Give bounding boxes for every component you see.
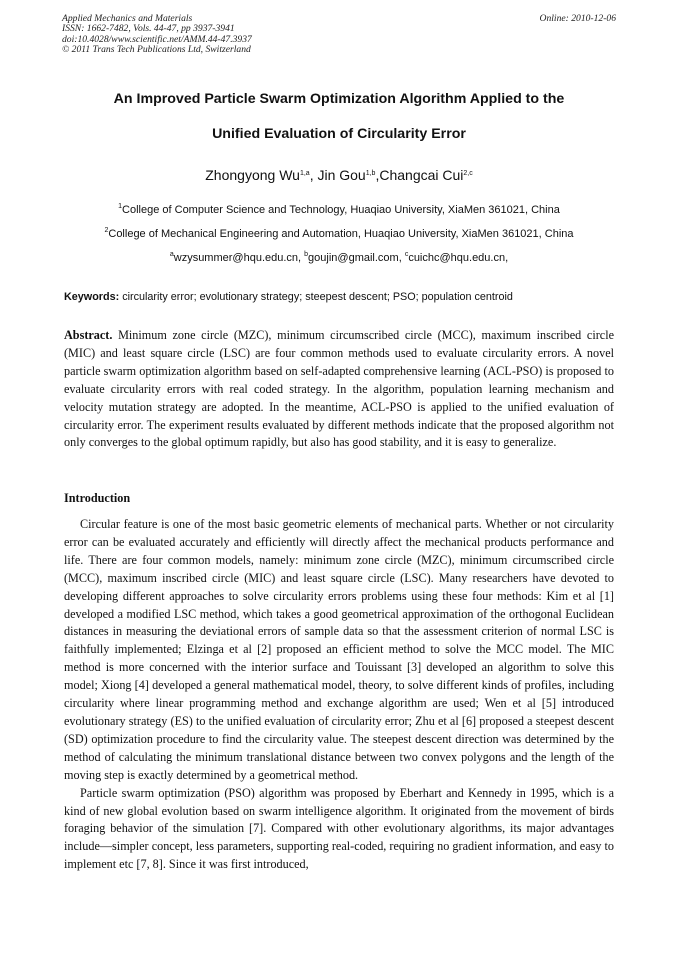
paragraph: Particle swarm optimization (PSO) algorithm was proposed by Eberhart and Kennedy in 1995, which is a kind of new global evolution based on swarm intelligence algorithm. It originated from the movement of birds foraging behavior of the simulation [7]. Compared with other evolutionary algorithms, its major advantages include—simpler concept, less parameters, supporting real-coded, requiring no gradient information, and easy to implement etc [7, 8]. Since it was first introduced, — [64, 785, 614, 872]
author-affiliation-marker: 2,c — [463, 170, 473, 177]
introduction-body — [64, 516, 614, 874]
email-marker: a — [169, 251, 174, 258]
journal-header — [62, 14, 616, 56]
abstract-text: Minimum zone circle (MZC), minimum circumscribed circle (MCC), maximum inscribed circle (MIC) and least square circle (LSC) are four common methods used to evaluate circularity errors. A novel particle swarm optimization algorithm based on self-adapted comprehensive learning (ACL-PSO) is proposed to evaluate circularity errors with real coded strategy. In the algorithm, population learning mechanism and velocity mutation strategy are adopted. In the meantime, ACL-PSO is applied to the unified evaluation of circularity error. The experiment results evaluated by different methods indicate that the proposed algorithm not only converges to the global optimum rapidly, but also has good stability, and it is easy to generalize. — [64, 328, 614, 450]
author-name: Zhongyong Wu — [205, 167, 300, 183]
paper-title-line-1: An Improved Particle Swarm Optimization Algorithm Applied to the — [113, 91, 565, 107]
email-marker: b — [304, 251, 309, 258]
email-address: goujin@gmail.com, — [308, 252, 405, 264]
email-marker: c — [404, 251, 409, 258]
abstract — [64, 327, 614, 452]
email-list — [0, 252, 678, 264]
journal-name: Applied Mechanics and Materials — [62, 13, 193, 24]
author-separator: , — [375, 167, 380, 183]
keywords — [64, 291, 614, 303]
affiliation-text: College of Computer Science and Technology, Huaqiao University, XiaMen 361021, China — [122, 204, 560, 216]
author-separator: , — [309, 167, 318, 183]
author-affiliation-marker: 1,a — [299, 170, 310, 177]
affiliation-2 — [0, 228, 678, 240]
online-date: Online: 2010-12-06 — [539, 13, 616, 24]
doi-line: doi:10.4028/www.scientific.net/AMM.44-47.3937 — [62, 33, 252, 45]
email-address: cuichc@hqu.edu.cn, — [408, 252, 509, 264]
author-name: Jin Gou — [317, 167, 366, 183]
keywords-label: Keywords: — [64, 291, 120, 303]
author-affiliation-marker: 1,b — [365, 170, 376, 177]
copyright-line: © 2011 Trans Tech Publications Ltd, Switzerland — [62, 44, 251, 56]
section-heading-introduction: Introduction — [64, 491, 131, 505]
paper-title-line-2: Unified Evaluation of Circularity Error — [212, 126, 466, 142]
author-name: Changcai Cui — [379, 167, 464, 183]
abstract-label: Abstract. — [64, 328, 113, 342]
affiliation-text: College of Mechanical Engineering and Automation, Huaqiao University, XiaMen 361021, China — [108, 228, 574, 240]
paragraph: Circular feature is one of the most basic geometric elements of mechanical parts. Whether or not circularity error can be evaluated accurately and efficiently will directly affect the mechanical products performance and life. There are four common models, namely: minimum zone circle (MZC), minimum circumscribed circle (MCC), maximum inscribed circle (MIC) and least square circle (LSC). Many researchers have devoted to developing different approaches to solve circularity errors problems using these four methods: Kim et al [1] developed a modified LSC method, which takes a good geometrical approximation of the orthogonal Euclidean distances in measuring the deviational errors of sample data so that the assessment criterion of normal LSC is faithfully implemented; Elzinga et al [2] proposed an efficient method to solve the MCC model. The MIC method is more concerned with the interior surface and Touissant [3] developed an algorithm to solve this model; Xiong [4] developed a general mathematical model, theory, to solve different kinds of profiles, including circularity where linear programming method and exchange algorithm are used; Wen et al [5] introduced evolutionary strategy (ES) to the unified evaluation of circularity error; Zhu et al [6] proposed a steepest descent (SD) optimization procedure to find the circularity value. The steepest descent direction was determined by the method of calculating the minimum translational distance between two convex polygons and the length of the moving step is exactly determined by a geometrical method. — [64, 517, 614, 782]
author-list — [0, 167, 678, 183]
affiliation-1 — [0, 204, 678, 216]
keywords-text: circularity error; evolutionary strategy; steepest descent; PSO; population centroid — [119, 291, 513, 303]
affiliation-marker: 2 — [104, 227, 109, 234]
affiliation-marker: 1 — [118, 203, 123, 210]
issn-line: ISSN: 1662-7482, Vols. 44-47, pp 3937-3941 — [62, 23, 235, 35]
email-address: wzysummer@hqu.edu.cn, — [173, 252, 305, 264]
